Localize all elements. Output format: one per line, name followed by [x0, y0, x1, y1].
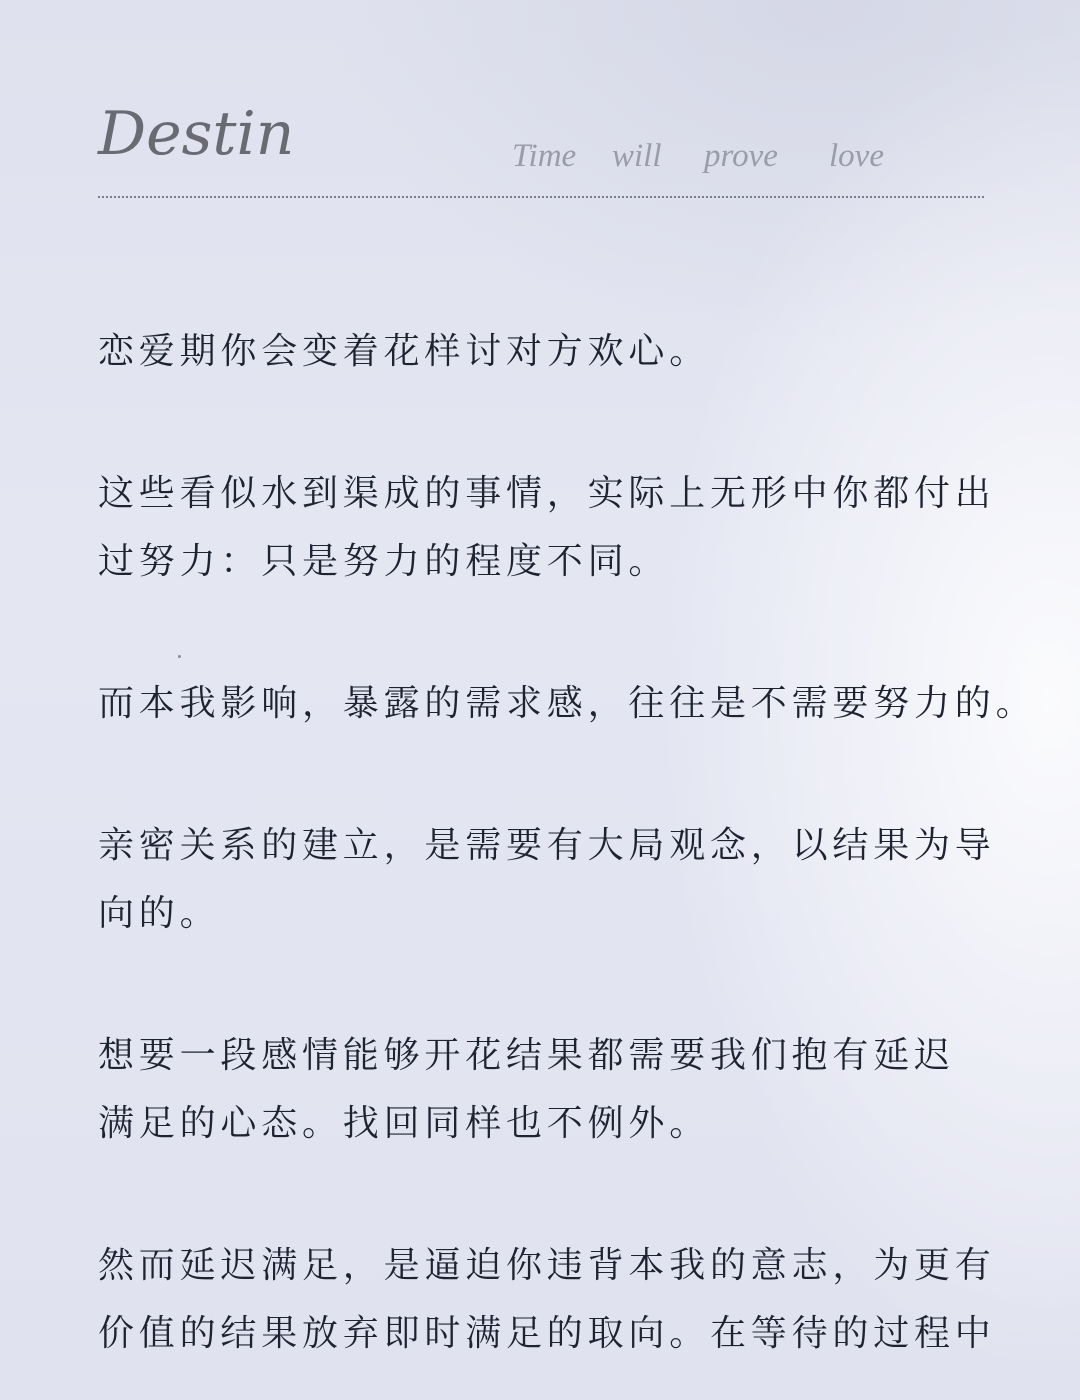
paragraph-line: 过努力：只是努力的程度不同。: [98, 541, 670, 582]
paragraph-line: 这些看似水到渠成的事情，实际上无形中你都付出: [98, 473, 996, 514]
tagline-word: Time: [512, 138, 577, 174]
paragraph-line: 恋爱期你会变着花样讨对方欢心。: [98, 331, 711, 372]
paragraph: [98, 670, 1037, 738]
paragraph-line: 想要一段感情能够开花结果都需要我们抱有延迟: [98, 1035, 955, 1076]
tagline-word: prove: [704, 138, 778, 174]
paragraph: [98, 1022, 998, 1158]
paragraph-line: 向的。: [98, 893, 221, 934]
paragraph: [98, 812, 998, 948]
paragraph: [98, 1232, 998, 1368]
paragraph-line: 价值的结果放弃即时满足的取向。在等待的过程中: [98, 1313, 996, 1354]
paragraph-line: 而本我影响，暴露的需求感，往往是不需要努力的。: [98, 683, 1037, 724]
page-header: [98, 96, 984, 200]
paragraph-line: 亲密关系的建立，是需要有大局观念，以结果为导: [98, 825, 996, 866]
paragraph-line: 然而延迟满足，是逼迫你违背本我的意志，为更有: [98, 1245, 996, 1286]
brand-title: Destin: [98, 99, 295, 169]
paragraph: [98, 460, 998, 596]
article-body: [98, 318, 1037, 1368]
tagline-word: will: [612, 138, 662, 174]
dotted-divider: [98, 196, 984, 198]
paragraph-line: 满足的心态。找回同样也不例外。: [98, 1103, 711, 1144]
paragraph: [98, 318, 998, 386]
tagline-word: love: [829, 138, 884, 174]
